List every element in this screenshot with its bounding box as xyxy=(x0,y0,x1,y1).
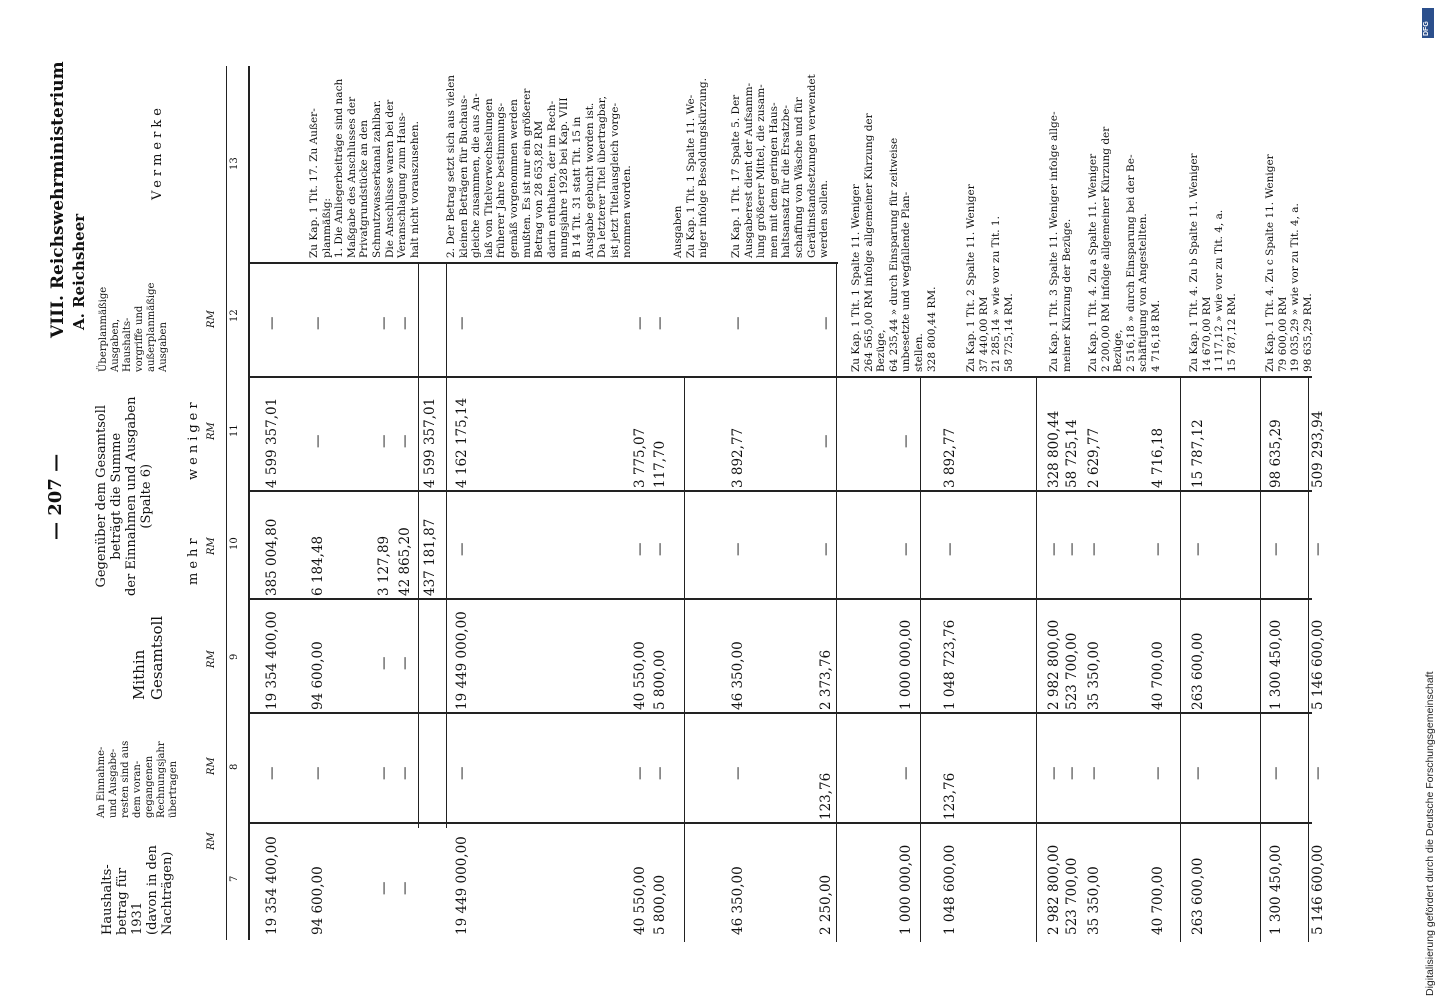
note-buchausgleich xyxy=(445,75,634,258)
note-tit17-spalte5 xyxy=(730,74,831,258)
table-cell-c8: — xyxy=(1046,766,1062,780)
table-cell-c9: 5 800,00 xyxy=(652,649,668,710)
note-line: men mit dem geringen Haus- xyxy=(767,102,780,258)
table-cell-c7: 46 350,00 xyxy=(730,866,746,935)
note-line: 2. Der Betrag setzt sich aus vielen xyxy=(445,74,457,258)
col-line-11-10 xyxy=(248,490,1312,492)
table-cell-c11: 2 629,77 xyxy=(1086,427,1102,488)
note-line: meiner Kürzung der Bezüge. xyxy=(1060,218,1073,372)
table-cell-c10: — xyxy=(1086,542,1102,556)
note-tit1-spalte11 xyxy=(850,113,938,372)
table-cell-c11: 3 775,07 xyxy=(632,427,648,488)
table-cell-c10: — xyxy=(1046,542,1062,556)
table-cell-c7: 1 000 000,00 xyxy=(898,844,914,935)
table-cell-c9: 19 449 000,00 xyxy=(454,611,470,710)
col-line-9-8 xyxy=(248,712,1312,714)
note-line: 64 235,44 » durch Einsparung für zeitweise xyxy=(887,137,900,372)
note-line: mußten. Es ist nur ein größerer xyxy=(520,88,533,258)
table-cell-c9: 523 700,00 xyxy=(1064,632,1080,710)
subsection-title: A. Reichsheer xyxy=(70,213,88,330)
table-cell-c8: — xyxy=(1086,766,1102,780)
table-cell-c8: — xyxy=(397,766,413,780)
table-cell-c10: — xyxy=(1150,542,1166,556)
note-line: 58 725,14 RM. xyxy=(1002,293,1015,372)
table-cell-c11: 509 293,94 xyxy=(1310,410,1326,488)
page-number: — 207 — xyxy=(45,453,66,540)
note-ausgaben-tit1 xyxy=(672,78,710,258)
note-line: 1 117,12 » wie vor zu Tit. 4, a. xyxy=(1213,209,1226,372)
table-cell-c8: — xyxy=(310,766,326,780)
note-line: 98 635,29 RM. xyxy=(1301,293,1314,372)
note-line: 2 200,00 RM infolge allgemeiner Kürzung der xyxy=(1099,126,1112,372)
table-cell-c8: — xyxy=(454,766,470,780)
note-line: lung größerer Mittel, die zusam- xyxy=(755,84,768,258)
table-cell-c7: 5 146 600,00 xyxy=(1310,844,1326,935)
table-cell-c11: — xyxy=(397,434,413,448)
table-cell-c11: 328 800,44 xyxy=(1046,410,1062,488)
note-line: ist jetzt Titelausgleich vorge- xyxy=(608,102,621,258)
table-cell-c9: 1 300 450,00 xyxy=(1268,619,1284,710)
group-sep-7 xyxy=(1180,376,1181,942)
table-cell-c10: — xyxy=(1268,542,1284,556)
note-tit4c-spalte11 xyxy=(1264,154,1314,372)
note-line: 328 800,44 RM. xyxy=(925,286,938,372)
colnum-10: 10 xyxy=(229,537,240,550)
note-line: Bezüge, xyxy=(875,329,888,372)
table-cell-c7: 2 982 800,00 xyxy=(1046,844,1062,935)
table-cell-c11: — xyxy=(898,434,914,448)
table-cell-c7: 1 300 450,00 xyxy=(1268,844,1284,935)
note-line: Die Anschlüsse waren bei der xyxy=(383,99,396,258)
col-line-10-9 xyxy=(248,598,1312,600)
table-cell-c8: — xyxy=(1064,766,1080,780)
note-line: Zu Kap. 1 Tit. 17 Spalte 5. Der xyxy=(730,94,742,258)
note-line: kleinen Beträgen für Buchaus- xyxy=(457,95,470,258)
table-cell-c9: 40 700,00 xyxy=(1150,641,1166,710)
table-cell-c9: 94 600,00 xyxy=(310,641,326,710)
table-cell-c12: — xyxy=(818,316,834,330)
table-cell-c11: — xyxy=(310,434,326,448)
note-line: gleiche zusammen, die aus An- xyxy=(470,93,483,258)
table-cell-c8: — xyxy=(730,766,746,780)
col-line-header-body xyxy=(248,66,250,940)
table-cell-c10: 42 865,20 xyxy=(397,527,413,596)
table-cell-c8: — xyxy=(632,766,648,780)
table-cell-c11: 4 599 357,01 xyxy=(422,397,438,488)
note-line: 14 670,00 RM xyxy=(1200,296,1213,372)
note-kap1-tit17-ausser xyxy=(308,79,421,258)
note-line: haltsansatz für die Ersatzbe- xyxy=(780,105,793,258)
note-line: Zu Kap. 1 Tit. 1 Spalte 11. Weniger xyxy=(850,184,862,372)
note-line: Ausgaberest dient der Aufsamm- xyxy=(742,82,755,258)
note-line: Ausgabe gebucht worden ist. xyxy=(583,102,596,258)
colnum-9: 9 xyxy=(229,653,240,660)
note-line: Betrag von 28 653,82 RM xyxy=(533,120,546,258)
note-line: Bezüge, xyxy=(1112,329,1125,372)
header-col13: Vermerke xyxy=(150,104,165,200)
note-line: früherer Jahre bestimmungs- xyxy=(495,102,508,258)
note-tit4a-spalte11 xyxy=(1087,127,1163,372)
table-cell-c7: 263 600,00 xyxy=(1190,857,1206,935)
header-col10-11: Gegenüber dem Gesamtsoll beträgt die Summe der Einnahmen und Ausgaben (Spalte 6) xyxy=(94,396,154,596)
note-line: laß von Titelverwechselungen xyxy=(482,98,495,258)
note-line: 79 600,00 RM xyxy=(1276,296,1289,372)
col-line-header-inner xyxy=(226,66,227,940)
col-line-8-7 xyxy=(248,822,1312,824)
table-cell-c7: 40 550,00 xyxy=(632,866,648,935)
note-line: nungsjahre 1928 bei Kap. VIII xyxy=(558,97,571,258)
note-line: Zu Kap. 1 Tit. 17. Zu Außer- xyxy=(308,108,320,258)
table-cell-c10: — xyxy=(898,542,914,556)
note-line: Veranschlagung zum Haus- xyxy=(396,112,409,258)
header-col9: Mithin Gesamtsoll xyxy=(130,615,166,700)
note-line: Ausgaben xyxy=(672,205,684,258)
group-sep-2 xyxy=(446,262,447,828)
table-cell-c7: 19 449 000,00 xyxy=(454,836,470,935)
table-cell-c10: 385 004,80 xyxy=(264,518,280,596)
table-cell-c11: 4 716,18 xyxy=(1150,427,1166,488)
note-line: schaffung von Wäsche und für xyxy=(792,97,805,258)
group-sep-5 xyxy=(920,376,921,942)
table-cell-c12: — xyxy=(730,316,746,330)
table-cell-c8: — xyxy=(376,766,392,780)
note-line: Zu Kap. 1 Tit. 4. Zu b Spalte 11. Weniger xyxy=(1188,153,1200,372)
group-sep-4 xyxy=(836,262,837,942)
table-cell-c12: — xyxy=(310,316,326,330)
table-cell-c8: 123,76 xyxy=(942,772,958,820)
table-cell-c11: 4 162 175,14 xyxy=(454,397,470,488)
note-line: Maßgabe des Anschlusses der xyxy=(345,96,358,258)
unit-col12: RM xyxy=(206,310,217,328)
table-cell-c7: — xyxy=(376,881,392,895)
header-col7: Haushalts- betrag für 1931 (davon in den Nachträgen) xyxy=(100,845,175,935)
note-line: niger infolge Besoldungskürzung. xyxy=(697,78,710,258)
colnum-12: 12 xyxy=(229,309,240,322)
table-cell-c8: 123,76 xyxy=(818,772,834,820)
table-cell-c9: 5 146 600,00 xyxy=(1310,619,1326,710)
table-cell-c9: 2 373,76 xyxy=(818,649,834,710)
table-cell-c10: — xyxy=(818,542,834,556)
note-line: unbesetzte und wegfallende Plan- xyxy=(900,191,913,372)
colnum-7: 7 xyxy=(229,875,240,882)
table-cell-c11: 3 892,77 xyxy=(730,427,746,488)
table-cell-c10: — xyxy=(652,542,668,556)
table-cell-c11: — xyxy=(818,434,834,448)
table-cell-c10: — xyxy=(942,542,958,556)
table-cell-c11: 3 892,77 xyxy=(942,427,958,488)
colnum-11: 11 xyxy=(229,424,240,437)
note-tit4b-spalte11 xyxy=(1188,153,1238,372)
note-tit2-spalte11 xyxy=(965,184,1015,372)
group-sep-1 xyxy=(418,262,419,828)
digitization-credit: Digitalisierung gefördert durch die Deutsche Forschungsgemeinschaft xyxy=(1424,671,1436,996)
group-sep-6 xyxy=(1036,376,1037,942)
note-line: 264 565,00 RM infolge allgemeiner Kürzung der xyxy=(862,113,875,372)
colnum-13: 13 xyxy=(229,157,240,170)
table-cell-c10: 437 181,87 xyxy=(422,518,438,596)
table-cell-c10: — xyxy=(1064,542,1080,556)
group-sep-3 xyxy=(684,376,685,942)
table-cell-c8: — xyxy=(898,766,914,780)
table-cell-c12: — xyxy=(632,316,648,330)
table-cell-c10: — xyxy=(1190,542,1206,556)
col-line-13-12 xyxy=(248,262,838,264)
table-cell-c9: 263 600,00 xyxy=(1190,632,1206,710)
table-cell-c9: — xyxy=(376,656,392,670)
table-cell-c11: — xyxy=(376,434,392,448)
note-line: 15 787,12 RM. xyxy=(1225,293,1238,372)
note-line: stellen. xyxy=(912,333,925,372)
note-line: Gerätinstandsetzungen verwendet xyxy=(805,74,818,258)
table-cell-c11: 58 725,14 xyxy=(1064,419,1080,488)
table-cell-c9: 40 550,00 xyxy=(632,641,648,710)
table-cell-c11: 4 599 357,01 xyxy=(264,397,280,488)
table-cell-c10: — xyxy=(1310,542,1326,556)
table-cell-c7: 94 600,00 xyxy=(310,866,326,935)
table-cell-c10: 3 127,89 xyxy=(376,535,392,596)
table-cell-c12: — xyxy=(264,316,280,330)
note-line: 21 285,14 » wie vor zu Tit. 1. xyxy=(990,216,1003,372)
table-cell-c8: — xyxy=(652,766,668,780)
table-cell-c7: 19 354 400,00 xyxy=(264,836,280,935)
table-cell-c7: — xyxy=(397,881,413,895)
table-cell-c9: 1 048 723,76 xyxy=(942,619,958,710)
note-line: 4 716,18 RM. xyxy=(1149,299,1162,372)
note-line: Zu Kap. 1 Tit. 1 Spalte 11. We- xyxy=(684,94,697,258)
note-line: halt nicht vorauszusehen. xyxy=(408,121,421,258)
header-col10: mehr xyxy=(186,534,201,585)
note-line: Zu Kap. 1 Tit. 4. Zu a Spalte 11. Weniger xyxy=(1087,153,1099,372)
table-cell-c8: — xyxy=(1310,766,1326,780)
table-cell-c7: 523 700,00 xyxy=(1064,857,1080,935)
group-sep-9 xyxy=(1308,376,1309,942)
note-line: planmäßig: xyxy=(320,198,333,258)
table-cell-c7: 35 350,00 xyxy=(1086,866,1102,935)
note-line: 37 440,00 RM xyxy=(977,296,990,372)
note-line: 1. Die Anliegerbeiträge sind nach xyxy=(333,78,346,258)
col-line-12-11 xyxy=(248,376,1312,378)
table-cell-c12: — xyxy=(397,316,413,330)
table-cell-c10: — xyxy=(454,542,470,556)
table-cell-c7: 2 250,00 xyxy=(818,874,834,935)
note-line: Zu Kap. 1 Tit. 2 Spalte 11. Weniger xyxy=(965,184,977,372)
note-line: werden sollen. xyxy=(818,180,831,258)
table-cell-c8: — xyxy=(1150,766,1166,780)
note-line: Da letzterer Titel übertragbar, xyxy=(596,96,609,258)
header-col8: An Einnahme- und Ausgabe- resten sind aus dem voran- gegangenen Rechnungsjahr übertragen xyxy=(96,740,179,818)
note-line: Schmutzwasserkanal zahlbar. xyxy=(370,99,383,258)
table-cell-c12: — xyxy=(376,316,392,330)
table-cell-c7: 40 700,00 xyxy=(1150,866,1166,935)
note-line: darin enthalten, der im Rech- xyxy=(545,100,558,258)
table-cell-c9: 19 354 400,00 xyxy=(264,611,280,710)
table-cell-c10: 6 184,48 xyxy=(310,535,326,596)
table-cell-c9: 46 350,00 xyxy=(730,641,746,710)
note-line: 19 035,29 » wie vor zu Tit. 4, a. xyxy=(1289,203,1302,372)
table-cell-c9: 1 000 000,00 xyxy=(898,619,914,710)
unit-col11: RM xyxy=(206,422,217,440)
note-line: B 14 Tit. 31 statt Tit. 15 in xyxy=(570,116,583,258)
unit-col9: RM xyxy=(206,650,217,668)
table-cell-c8: — xyxy=(1268,766,1284,780)
header-col11: weniger xyxy=(186,398,201,480)
note-line: Zu Kap. 1 Tit. 4. Zu c Spalte 11. Weniger xyxy=(1264,154,1276,372)
table-cell-c11: 98 635,29 xyxy=(1268,419,1284,488)
note-line: schäftigung von Angestellten. xyxy=(1137,213,1150,372)
unit-col8: RM xyxy=(206,757,217,775)
table-cell-c10: — xyxy=(632,542,648,556)
colnum-8: 8 xyxy=(229,763,240,770)
section-title: VIII. Reichswehrministerium xyxy=(48,61,68,338)
table-cell-c9: 2 982 800,00 xyxy=(1046,619,1062,710)
header-col12: Überplanmäßige Ausgaben, Haushalts- vorgriffe und außerplanmäßige Ausgaben xyxy=(98,282,169,372)
table-cell-c10: — xyxy=(730,542,746,556)
table-cell-c12: — xyxy=(454,316,470,330)
note-tit3-spalte11 xyxy=(1048,111,1073,372)
note-line: 2 516,18 » durch Einsparung bei der Be- xyxy=(1124,154,1137,372)
note-line: gemäß vorgenommen werden xyxy=(507,99,520,258)
unit-col7: RM xyxy=(206,832,217,850)
table-cell-c8: — xyxy=(264,766,280,780)
table-cell-c12: — xyxy=(652,316,668,330)
group-sep-8 xyxy=(1260,376,1261,942)
note-line: Privatgrundstücke an den xyxy=(358,119,371,258)
table-cell-c11: 117,70 xyxy=(652,440,668,488)
dfg-logo: DFG xyxy=(1422,8,1434,38)
table-cell-c7: 1 048 600,00 xyxy=(942,844,958,935)
note-line: Zu Kap. 1 Tit. 3 Spalte 11. Weniger infolge allge- xyxy=(1048,111,1060,372)
table-cell-c8: — xyxy=(1190,766,1206,780)
note-line: nommen worden. xyxy=(621,165,634,258)
table-cell-c7: 5 800,00 xyxy=(652,874,668,935)
table-cell-c11: 15 787,12 xyxy=(1190,419,1206,488)
table-cell-c9: 35 350,00 xyxy=(1086,641,1102,710)
unit-col10: RM xyxy=(206,537,217,555)
table-cell-c9: — xyxy=(397,656,413,670)
